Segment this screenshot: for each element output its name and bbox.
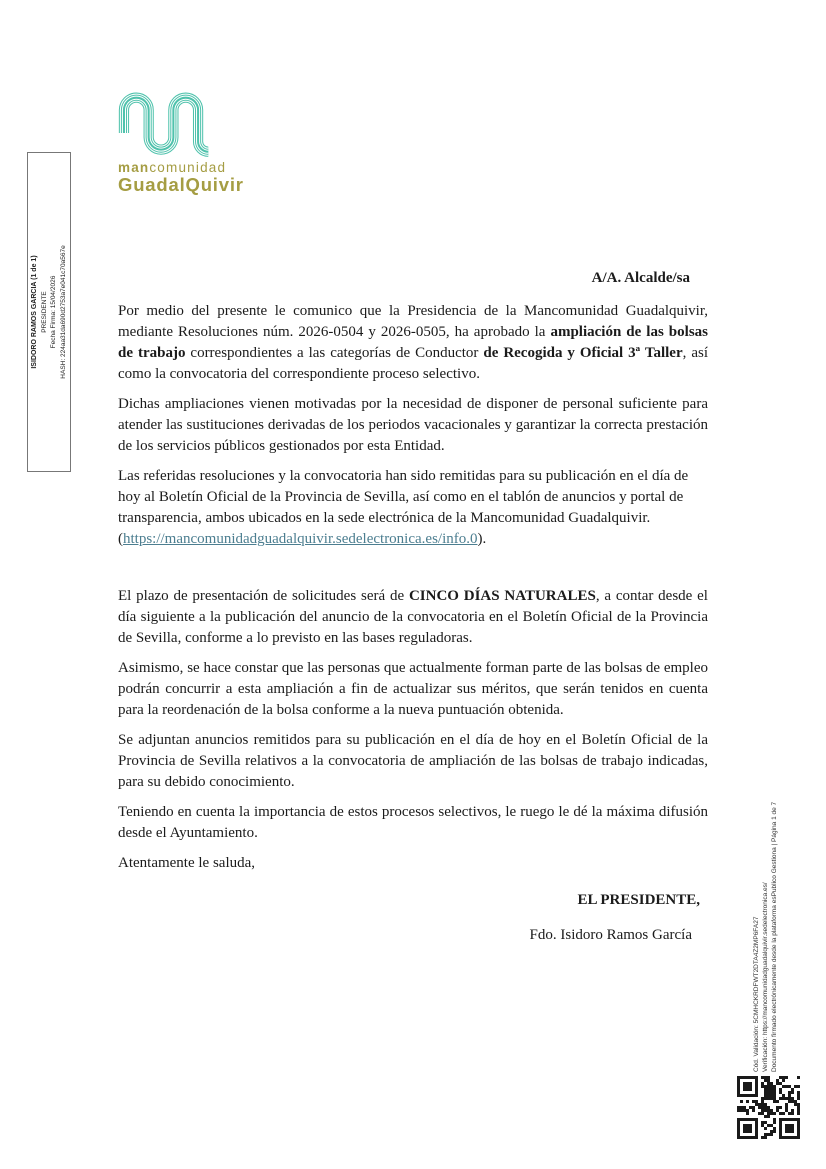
paragraph-7: Teniendo en cuenta la importancia de estos procesos selectivos, le ruego le dé la máxima difusión desde el Ayuntamiento.: [118, 804, 708, 841]
side-annotations: [752, 700, 792, 1072]
closing-line: Atentamente le saluda,: [118, 855, 256, 871]
paragraph-6: Se adjuntan anuncios remitidos para su publicación en el día de hoy en el Boletín Oficial de la Provincia de Sevilla relativos a la convocatoria de ampliación de las bolsas de trabajo indicadas, para su debido conocimiento.: [118, 732, 708, 790]
paragraph-3: Las referidas resoluciones y la convocatoria han sido remitidas para su publicación en el día de hoy al Boletín Oficial de la Provincia de Sevilla, así como en el tablón de anuncios y portal de transparencia, ambos ubicados en la sede electrónica de la Mancomunidad Guadalquivir. (https://mancomunidadguadalquivir.sedelectronica.es/info.0).: [118, 468, 689, 547]
logo-wordmark-man: man: [118, 160, 150, 175]
mancomunidad-logo: [118, 92, 244, 196]
paragraph-2: Dichas ampliaciones vienen motivadas por la necesidad de disponer de personal suficiente para atender las sustituciones derivadas de los periodos vacacionales y garantizar la correcta prestación de los servicios públicos gestionados por esta Entidad.: [118, 396, 708, 454]
signer-role: PRESIDENTE: [40, 291, 48, 333]
signature-stamp-text: [28, 153, 72, 471]
verification-url: Verificación: https://mancomunidadguadalquivir.sedelectronica.es/: [762, 882, 769, 1072]
sede-electronica-link[interactable]: https://mancomunidadguadalquivir.sedelectronica.es/info.0: [123, 531, 478, 547]
letter-content: [118, 268, 708, 946]
side-annotations-text: [752, 700, 792, 1072]
signature-date: Fecha Firma: 15/04/2026: [50, 275, 57, 349]
validation-code: Cód. Validación: 5CMHCKRDFWT2DTA4Z2MP6FA27: [753, 916, 760, 1072]
signature-hash: HASH: 224aa31da690d2753a7e041c70a567e: [59, 245, 67, 379]
paragraph-4: El plazo de presentación de solicitudes será de CINCO DÍAS NATURALES, a contar desde el día siguiente a la publicación del anuncio de la convocatoria en el Boletín Oficial de la Provincia de Sevilla, conforme a lo previsto en las bases reguladoras.: [118, 588, 708, 646]
logo-monogram-icon: [118, 92, 210, 157]
logo-wordmark-comunidad: comunidad: [149, 160, 227, 175]
qr-code: [737, 1076, 800, 1139]
paragraph-5: Asimismo, se hace constar que las personas que actualmente forman parte de las bolsas de empleo podrán concurrir a esta ampliación a fin de actualizar sus méritos, que serán tenidos en cuenta para la reordenación de la bolsa conforme a la nueva puntuación obtenida.: [118, 660, 708, 718]
letter-body: [118, 301, 708, 844]
logo-wordmark-guadalquivir: GuadalQuivir: [118, 174, 244, 195]
platform-note: Documento firmado electrónicamente desde la plataforma esPublico Gestiona | Página 1 de 7: [771, 801, 778, 1072]
signature-title: EL PRESIDENTE,: [577, 892, 700, 908]
paragraph-1: Por medio del presente le comunico que la Presidencia de la Mancomunidad Guadalquivir, mediante Resoluciones núm. 2026-0504 y 2026-0505, ha aprobado la ampliación de las bolsas de trabajo correspondientes a las categorías de Conductor de Recogida y Oficial 3ª Taller, así como la convocatoria del correspondiente proceso selectivo.: [118, 303, 708, 382]
addressee: A/A. Alcalde/sa: [591, 270, 690, 286]
signature-stamp-box: [27, 152, 71, 472]
signer-name: ISIDORO RAMOS GARCIA (1 de 1): [31, 255, 38, 369]
logo-wordmark-top: [118, 160, 244, 175]
signature-name: Fdo. Isidoro Ramos García: [529, 927, 692, 943]
